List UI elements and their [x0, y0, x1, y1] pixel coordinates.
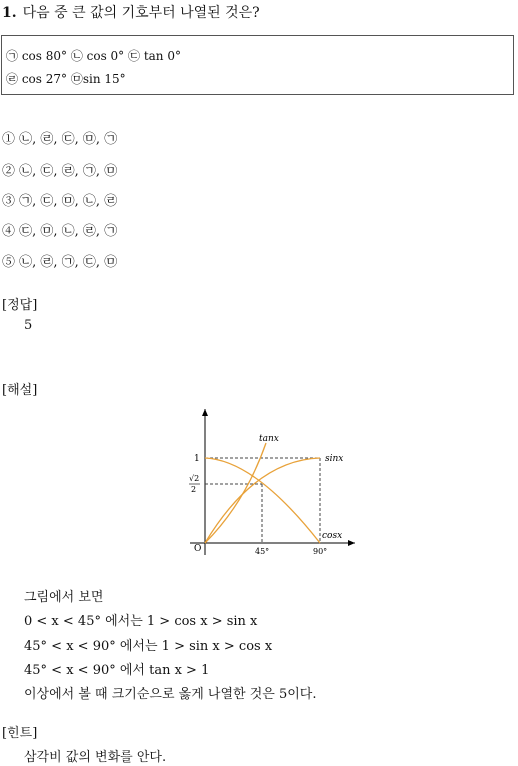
explanation-line-5: 이상에서 볼 때 크기순으로 옳게 나열한 것은 5이다.: [24, 687, 317, 702]
options-line-1: ㉠ cos 80° ㉡ cos 0° ㉢ tan 0°: [6, 49, 181, 63]
answer-label: [정답]: [2, 298, 38, 313]
origin-label: O: [194, 544, 202, 554]
explanation-line-1: 그림에서 보면: [24, 590, 104, 605]
cos-label: cosx: [322, 531, 343, 541]
question-text: 다음 중 큰 값의 기호부터 나열된 것은?: [22, 5, 260, 21]
tan-label: tanx: [259, 434, 279, 444]
choice-4[interactable]: ④ ㉢, ㉤, ㉡, ㉣, ㉠: [2, 224, 118, 239]
choice-5[interactable]: ⑤ ㉡, ㉣, ㉠, ㉢, ㉤: [2, 255, 118, 270]
sqrt2-denominator: 2: [191, 485, 197, 494]
choice-1[interactable]: ① ㉡, ㉣, ㉢, ㉤, ㉠: [2, 132, 118, 147]
sqrt2-numerator: √2: [189, 474, 200, 483]
y-one-label: 1: [194, 454, 200, 464]
explanation-label: [해설]: [2, 383, 38, 398]
explanation-line-2: 0 < x < 45° 에서는 1 > cos x > sin x: [24, 614, 258, 629]
sin-label: sinx: [325, 454, 344, 464]
question-title: [2, 2, 260, 22]
answer-value: 5: [24, 318, 33, 333]
choice-3[interactable]: ③ ㉠, ㉢, ㉤, ㉡, ㉣: [2, 194, 118, 209]
options-line-2: ㉣ cos 27° ㉤sin 15°: [6, 72, 126, 86]
explanation-line-4: 45° < x < 90° 에서 tan x > 1: [24, 663, 210, 678]
hint-text: 삼각비 값의 변화를 안다.: [24, 750, 167, 765]
question-number: 1.: [2, 5, 17, 21]
hint-label: [힌트]: [2, 726, 38, 741]
trig-graph: [175, 405, 365, 565]
choice-2[interactable]: ② ㉡, ㉢, ㉣, ㉠, ㉤: [2, 164, 118, 179]
explanation-line-3: 45° < x < 90° 에서는 1 > sin x > cos x: [24, 639, 273, 654]
x-axis-arrow-icon: [348, 540, 355, 546]
x45-label: 45°: [255, 547, 270, 556]
y-axis-arrow-icon: [202, 409, 208, 416]
x90-label: 90°: [313, 547, 328, 556]
